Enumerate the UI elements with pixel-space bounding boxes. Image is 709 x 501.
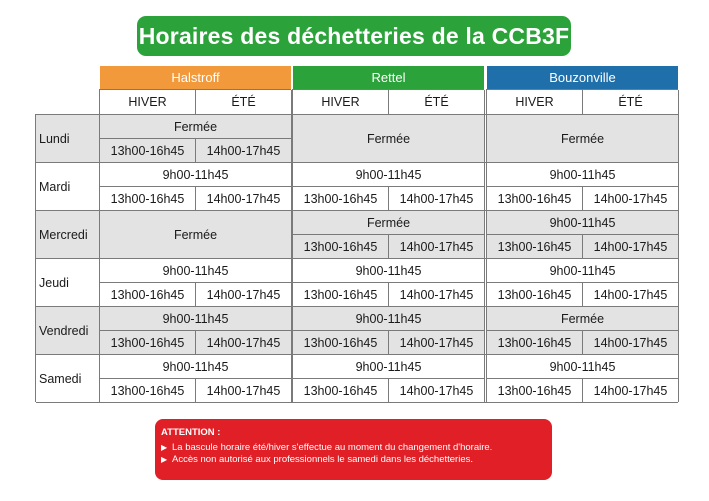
morning-hours-cell: Fermée <box>100 115 291 138</box>
grid-line <box>99 90 100 402</box>
morning-hours-cell: Fermée <box>487 307 678 330</box>
morning-hours-cell: 9h00-11h45 <box>487 163 678 186</box>
grid-line <box>388 283 389 306</box>
afternoon-winter-cell: 13h00-16h45 <box>100 187 195 210</box>
closed-cell: Fermée <box>293 115 484 162</box>
attention-title: ATTENTION : <box>161 427 221 438</box>
site-header: Rettel <box>293 66 484 89</box>
grid-line <box>582 235 583 258</box>
morning-hours-cell: 9h00-11h45 <box>100 163 291 186</box>
grid-line <box>388 379 389 402</box>
morning-hours-cell: 9h00-11h45 <box>487 355 678 378</box>
afternoon-winter-cell: 13h00-16h45 <box>487 283 582 306</box>
day-label: Jeudi <box>36 259 99 306</box>
attention-item-text: La bascule horaire été/hiver s'effectue au moment du changement d'horaire. <box>172 441 493 453</box>
afternoon-summer-cell: 14h00-17h45 <box>583 283 678 306</box>
afternoon-summer-cell: 14h00-17h45 <box>583 235 678 258</box>
grid-line <box>195 90 196 114</box>
afternoon-winter-cell: 13h00-16h45 <box>100 331 195 354</box>
grid-line <box>99 89 291 90</box>
grid-line <box>678 90 679 402</box>
grid-line <box>582 90 583 114</box>
grid-line <box>292 90 293 402</box>
afternoon-summer-cell: 14h00-17h45 <box>196 331 291 354</box>
site-header: Halstroff <box>100 66 291 89</box>
afternoon-winter-cell: 13h00-16h45 <box>100 139 195 162</box>
grid-line <box>582 379 583 402</box>
morning-hours-cell: 9h00-11h45 <box>293 307 484 330</box>
grid-line <box>35 114 678 115</box>
grid-line <box>195 283 196 306</box>
grid-line <box>195 187 196 210</box>
grid-line <box>484 90 485 402</box>
grid-line <box>36 402 678 403</box>
afternoon-winter-cell: 13h00-16h45 <box>487 235 582 258</box>
afternoon-summer-cell: 14h00-17h45 <box>389 235 484 258</box>
afternoon-summer-cell: 14h00-17h45 <box>389 331 484 354</box>
afternoon-winter-cell: 13h00-16h45 <box>100 379 195 402</box>
grid-line <box>195 331 196 354</box>
closed-cell: Fermée <box>100 211 291 258</box>
attention-notice <box>155 419 552 480</box>
morning-hours-cell: 9h00-11h45 <box>293 163 484 186</box>
afternoon-summer-cell: 14h00-17h45 <box>583 331 678 354</box>
day-label: Lundi <box>36 115 99 162</box>
grid-line <box>582 283 583 306</box>
right-triangle-icon: ▶ <box>161 455 168 464</box>
grid-line <box>195 379 196 402</box>
grid-line <box>388 187 389 210</box>
afternoon-summer-cell: 14h00-17h45 <box>583 379 678 402</box>
afternoon-winter-cell: 13h00-16h45 <box>293 331 388 354</box>
grid-line <box>486 90 487 402</box>
grid-line <box>195 139 196 162</box>
afternoon-summer-cell: 14h00-17h45 <box>196 379 291 402</box>
grid-line <box>388 331 389 354</box>
grid-line <box>388 235 389 258</box>
grid-line <box>582 187 583 210</box>
morning-hours-cell: 9h00-11h45 <box>100 307 291 330</box>
morning-hours-cell: 9h00-11h45 <box>487 211 678 234</box>
day-label: Mardi <box>36 163 99 210</box>
morning-hours-cell: 9h00-11h45 <box>100 355 291 378</box>
afternoon-winter-cell: 13h00-16h45 <box>293 235 388 258</box>
site-header: Bouzonville <box>487 66 678 89</box>
page-title: Horaires des déchetteries de la CCB3F <box>137 16 571 56</box>
season-winter-label: HIVER <box>293 90 388 114</box>
grid-line <box>486 89 678 90</box>
morning-hours-cell: 9h00-11h45 <box>487 259 678 282</box>
afternoon-winter-cell: 13h00-16h45 <box>293 283 388 306</box>
afternoon-summer-cell: 14h00-17h45 <box>196 139 291 162</box>
morning-hours-cell: 9h00-11h45 <box>293 355 484 378</box>
day-label: Vendredi <box>36 307 99 354</box>
afternoon-summer-cell: 14h00-17h45 <box>196 283 291 306</box>
afternoon-winter-cell: 13h00-16h45 <box>487 379 582 402</box>
season-summer-label: ÉTÉ <box>583 90 678 114</box>
day-label: Samedi <box>36 355 99 402</box>
afternoon-summer-cell: 14h00-17h45 <box>196 187 291 210</box>
right-triangle-icon: ▶ <box>161 442 168 452</box>
grid-line <box>582 331 583 354</box>
morning-hours-cell: 9h00-11h45 <box>100 259 291 282</box>
afternoon-summer-cell: 14h00-17h45 <box>389 187 484 210</box>
grid-line <box>388 90 389 114</box>
afternoon-summer-cell: 14h00-17h45 <box>389 283 484 306</box>
afternoon-winter-cell: 13h00-16h45 <box>293 187 388 210</box>
closed-cell: Fermée <box>487 115 678 162</box>
afternoon-winter-cell: 13h00-16h45 <box>293 379 388 402</box>
attention-item <box>161 442 552 455</box>
afternoon-summer-cell: 14h00-17h45 <box>389 379 484 402</box>
grid-line <box>35 115 36 402</box>
morning-hours-cell: Fermée <box>293 211 484 234</box>
season-winter-label: HIVER <box>487 90 582 114</box>
afternoon-summer-cell: 14h00-17h45 <box>583 187 678 210</box>
attention-item <box>161 454 552 467</box>
day-label: Mercredi <box>36 211 99 258</box>
morning-hours-cell: 9h00-11h45 <box>293 259 484 282</box>
grid-line <box>292 89 484 90</box>
season-summer-label: ÉTÉ <box>389 90 484 114</box>
season-winter-label: HIVER <box>100 90 195 114</box>
afternoon-winter-cell: 13h00-16h45 <box>100 283 195 306</box>
afternoon-winter-cell: 13h00-16h45 <box>487 331 582 354</box>
afternoon-winter-cell: 13h00-16h45 <box>487 187 582 210</box>
season-summer-label: ÉTÉ <box>196 90 291 114</box>
attention-item-text: Accès non autorisé aux professionnels le samedi dans les déchetteries. <box>172 454 474 465</box>
